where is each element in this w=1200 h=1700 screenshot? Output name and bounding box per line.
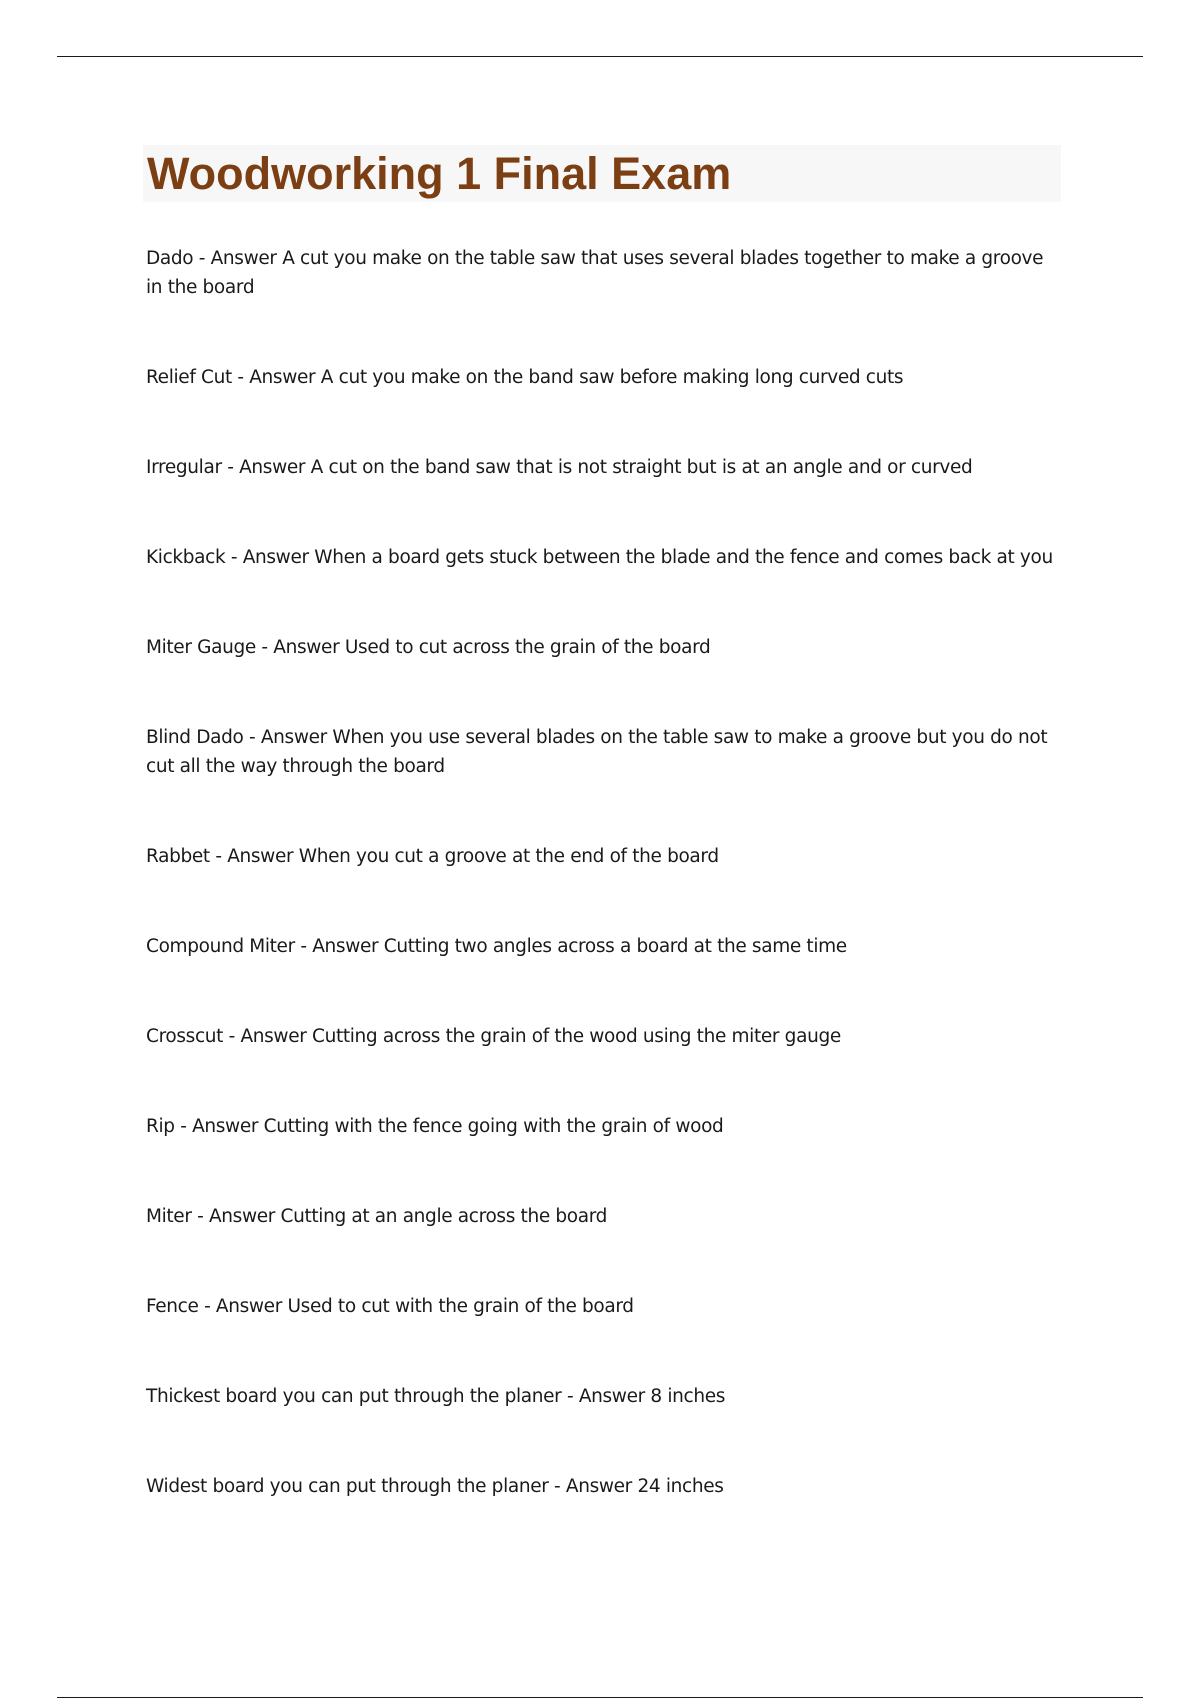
qa-item-dado: Dado - Answer A cut you make on the table saw that uses several blades together to make a groove in the board: [146, 248, 1044, 298]
qa-item-relief-cut: Relief Cut - Answer A cut you make on the band saw before making long curved cuts: [146, 367, 904, 388]
qa-item-widest-board: Widest board you can put through the planer - Answer 24 inches: [146, 1476, 724, 1497]
qa-item-compound-miter: Compound Miter - Answer Cutting two angles across a board at the same time: [146, 936, 847, 957]
qa-item-blind-dado: Blind Dado - Answer When you use several blades on the table saw to make a groove but you do not cut all the way through the board: [146, 727, 1048, 777]
qa-item-fence: Fence - Answer Used to cut with the grain of the board: [146, 1296, 634, 1317]
qa-item-rip: Rip - Answer Cutting with the fence going with the grain of wood: [146, 1116, 724, 1137]
qa-item-kickback: Kickback - Answer When a board gets stuck between the blade and the fence and comes back at you: [146, 547, 1053, 568]
qa-list: [146, 244, 1060, 1562]
qa-item-crosscut: Crosscut - Answer Cutting across the grain of the wood using the miter gauge: [146, 1026, 841, 1047]
top-divider: [57, 56, 1143, 57]
page-title: Woodworking 1 Final Exam: [147, 148, 732, 199]
title-banner: [143, 145, 1061, 202]
qa-item-irregular: Irregular - Answer A cut on the band saw that is not straight but is at an angle and or curved: [146, 457, 973, 478]
qa-item-miter: Miter - Answer Cutting at an angle across the board: [146, 1206, 608, 1227]
qa-item-miter-gauge: Miter Gauge - Answer Used to cut across the grain of the board: [146, 637, 711, 658]
bottom-divider: [57, 1697, 1143, 1698]
qa-item-rabbet: Rabbet - Answer When you cut a groove at the end of the board: [146, 846, 719, 867]
qa-item-thickest-board: Thickest board you can put through the planer - Answer 8 inches: [146, 1386, 726, 1407]
